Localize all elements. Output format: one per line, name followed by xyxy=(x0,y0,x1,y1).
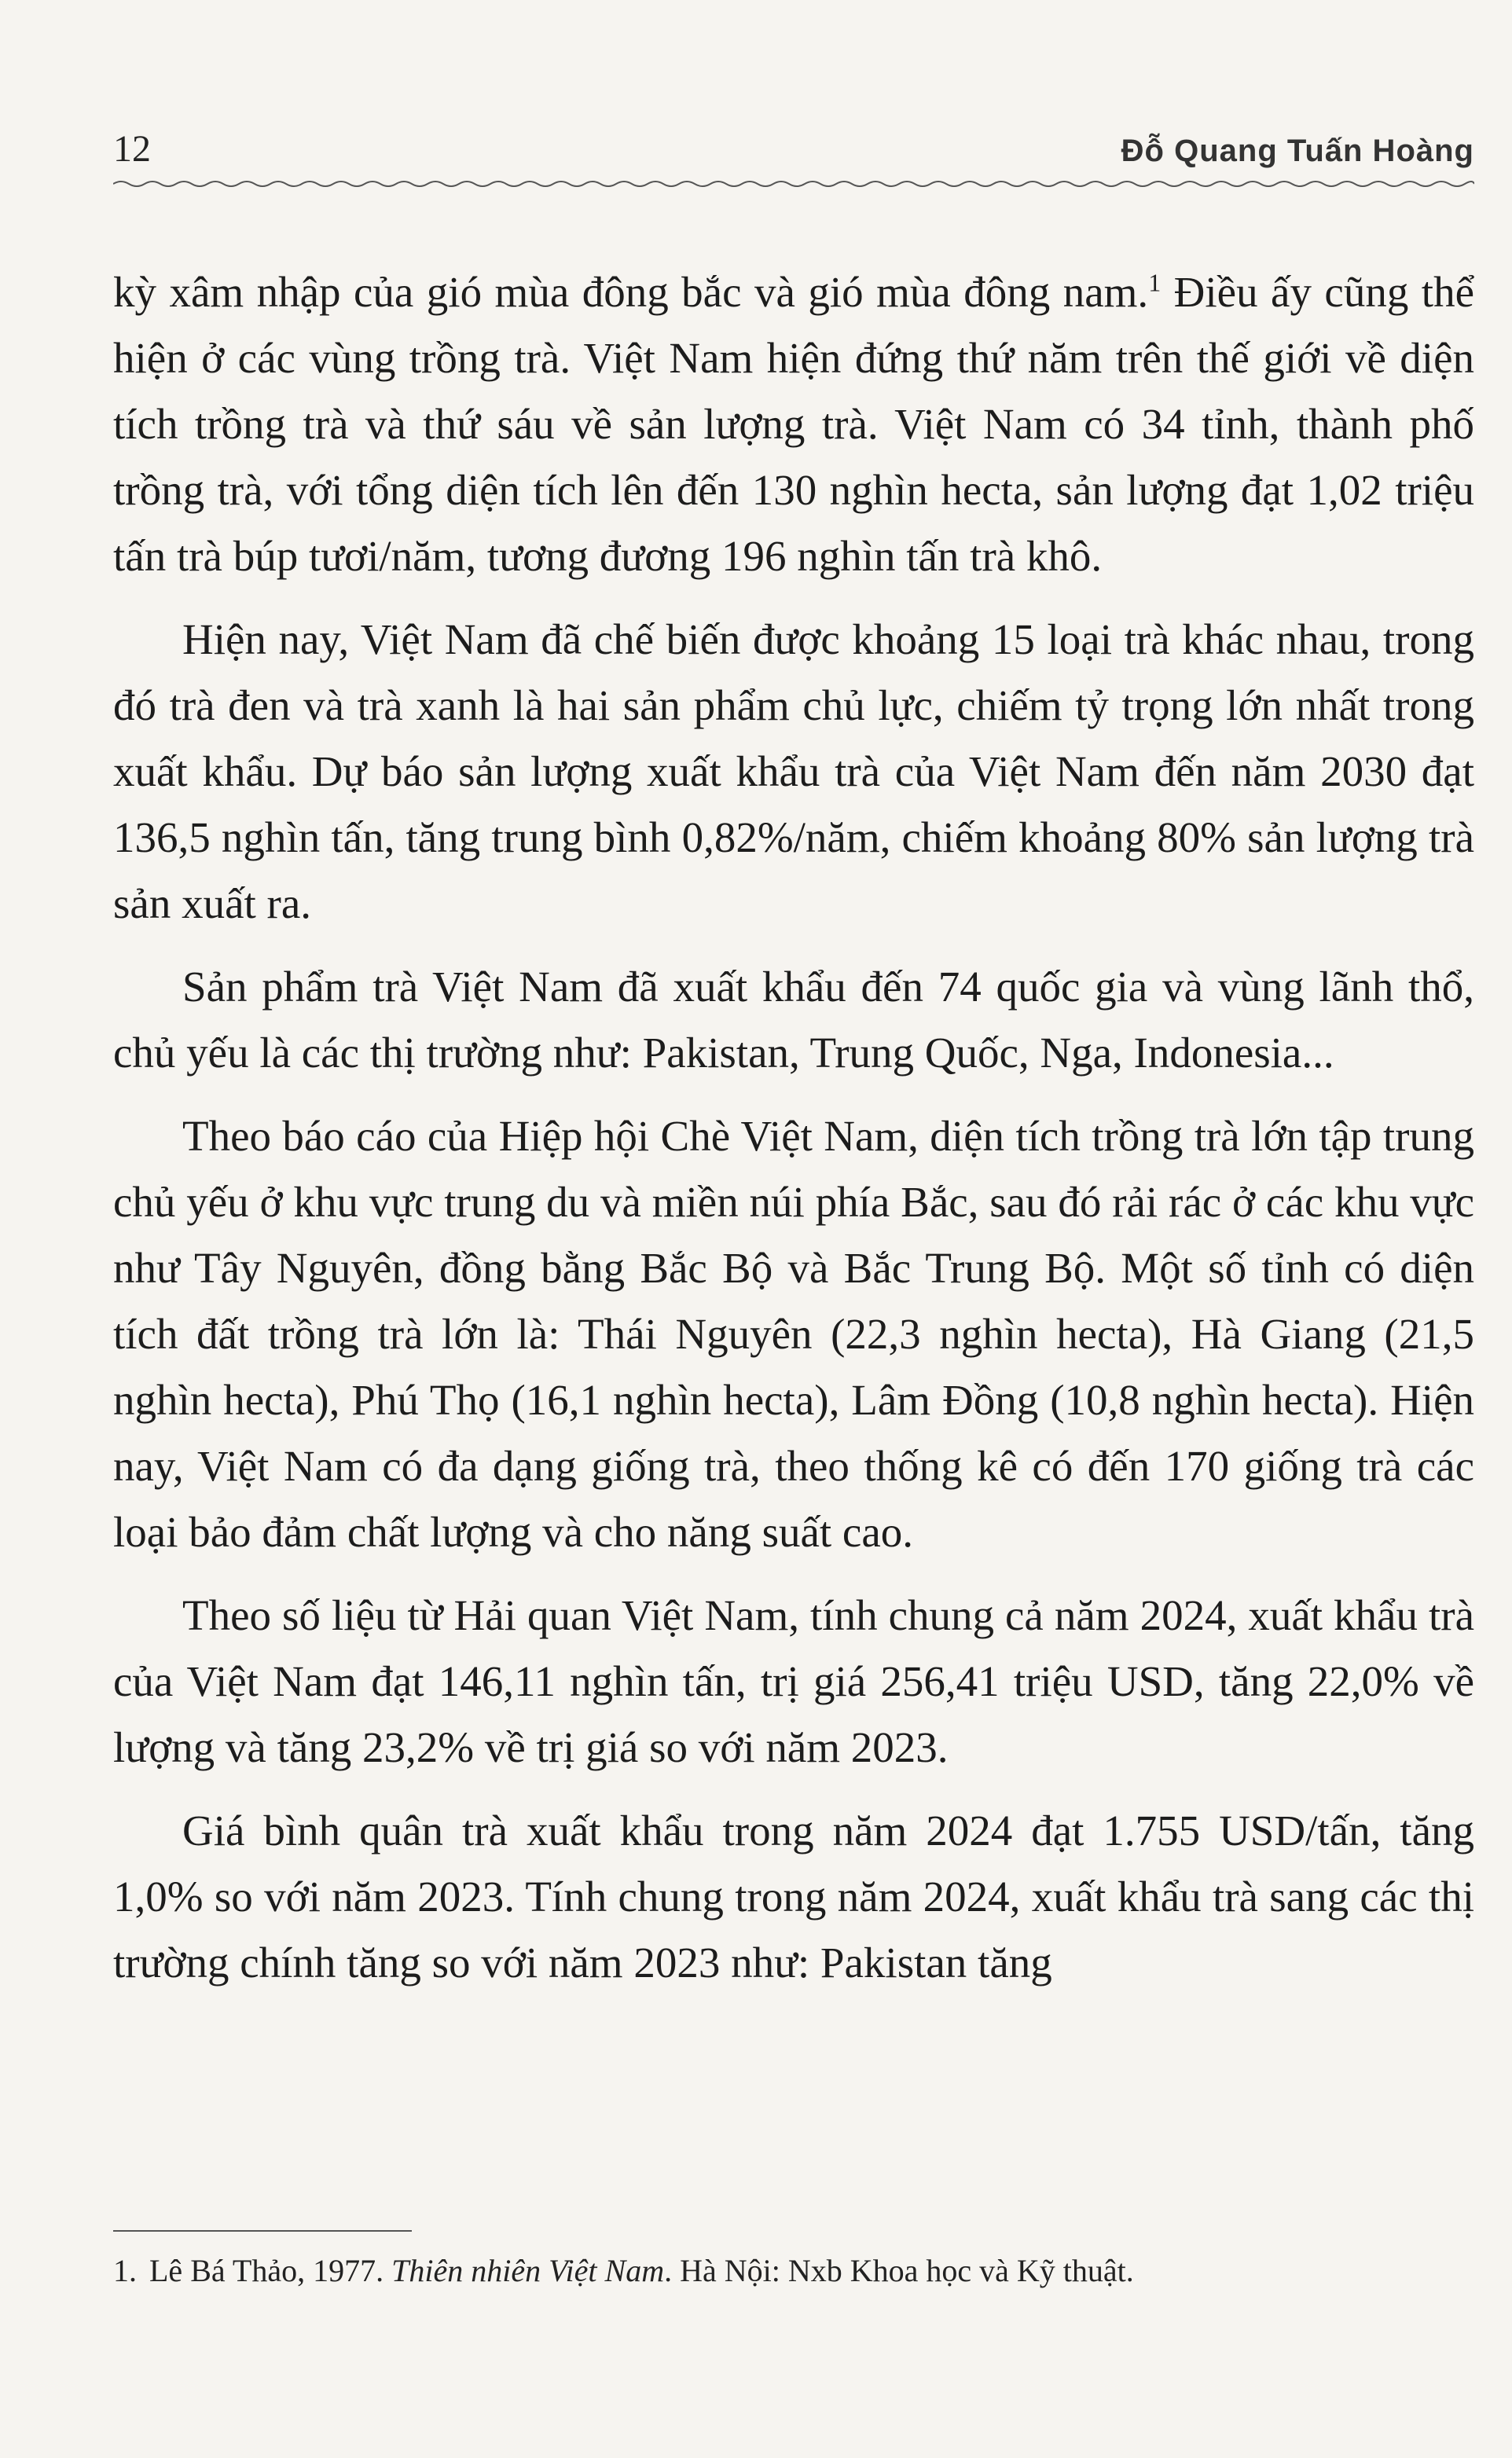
footnote xyxy=(113,2247,1474,2295)
paragraph-1 xyxy=(113,259,1474,589)
paragraph-4: Theo báo cáo của Hiệp hội Chè Việt Nam, diện tích trồng trà lớn tập trung chủ yếu ở khu vực trung du và miền núi phía Bắc, sau đó rải rác ở các khu vực như Tây Nguyên, đồng bằng Bắc Bộ và Bắc Trung Bộ. Một số tỉnh có diện tích đất trồng trà lớn là: Thái Nguyên (22,3 nghìn hecta), Hà Giang (21,5 nghìn hecta), Phú Thọ (16,1 nghìn hecta), Lâm Đồng (10,8 nghìn hecta). Hiện nay, Việt Nam có đa dạng giống trà, theo thống kê có đến 170 giống trà các loại bảo đảm chất lượng và cho năng suất cao. xyxy=(113,1112,1474,1556)
paragraph-5: Theo số liệu từ Hải quan Việt Nam, tính chung cả năm 2024, xuất khẩu trà của Việt Nam đạt 146,11 nghìn tấn, trị giá 256,41 triệu USD, tăng 22,0% về lượng và tăng 23,2% về trị giá so với năm 2023. xyxy=(113,1591,1474,1771)
footnote-title: Thiên nhiên Việt Nam xyxy=(391,2253,665,2288)
body-text xyxy=(113,259,1474,2013)
paragraph-1-text: kỳ xâm nhập của gió mùa đông bắc và gió mùa đông nam. xyxy=(113,268,1149,316)
footnote-publisher: . Hà Nội: Nxb Khoa học và Kỹ thuật. xyxy=(664,2253,1134,2288)
header-wavy-rule xyxy=(113,178,1474,190)
paragraph-2: Hiện nay, Việt Nam đã chế biến được khoảng 15 loại trà khác nhau, trong đó trà đen và trà xanh là hai sản phẩm chủ lực, chiếm tỷ trọng lớn nhất trong xuất khẩu. Dự báo sản lượng xuất khẩu trà của Việt Nam đến năm 2030 đạt 136,5 nghìn tấn, tăng trung bình 0,82%/năm, chiếm khoảng 80% sản lượng trà sản xuất ra. xyxy=(113,615,1474,927)
footnote-reference: 1 xyxy=(1148,268,1162,297)
paragraph-1-text-continued: Điều ấy cũng thể hiện ở các vùng trồng trà. Việt Nam hiện đứng thứ năm trên thế giới về diện tích trồng trà và thứ sáu về sản lượng trà. Việt Nam có 34 tỉnh, thành phố trồng trà, với tổng diện tích lên đến 130 nghìn hecta, sản lượng đạt 1,02 triệu tấn trà búp tươi/năm, tương đương 196 nghìn tấn trà khô. xyxy=(113,268,1474,580)
footnote-divider xyxy=(113,2230,412,2232)
running-head-author: Đỗ Quang Tuấn Hoàng xyxy=(1121,134,1474,168)
paragraph-6: Giá bình quân trà xuất khẩu trong năm 2024 đạt 1.755 USD/tấn, tăng 1,0% so với năm 2023. Tính chung trong năm 2024, xuất khẩu trà sang các thị trường chính tăng so với năm 2023 như: Pakistan tăng xyxy=(113,1807,1474,1987)
footnote-author-year: Lê Bá Thảo, 1977. xyxy=(149,2253,392,2288)
paragraph-3: Sản phẩm trà Việt Nam đã xuất khẩu đến 74 quốc gia và vùng lãnh thổ, chủ yếu là các thị trường như: Pakistan, Trung Quốc, Nga, Indonesia... xyxy=(113,963,1474,1077)
footnote-number: 1. xyxy=(113,2253,137,2288)
page-number: 12 xyxy=(113,128,151,170)
